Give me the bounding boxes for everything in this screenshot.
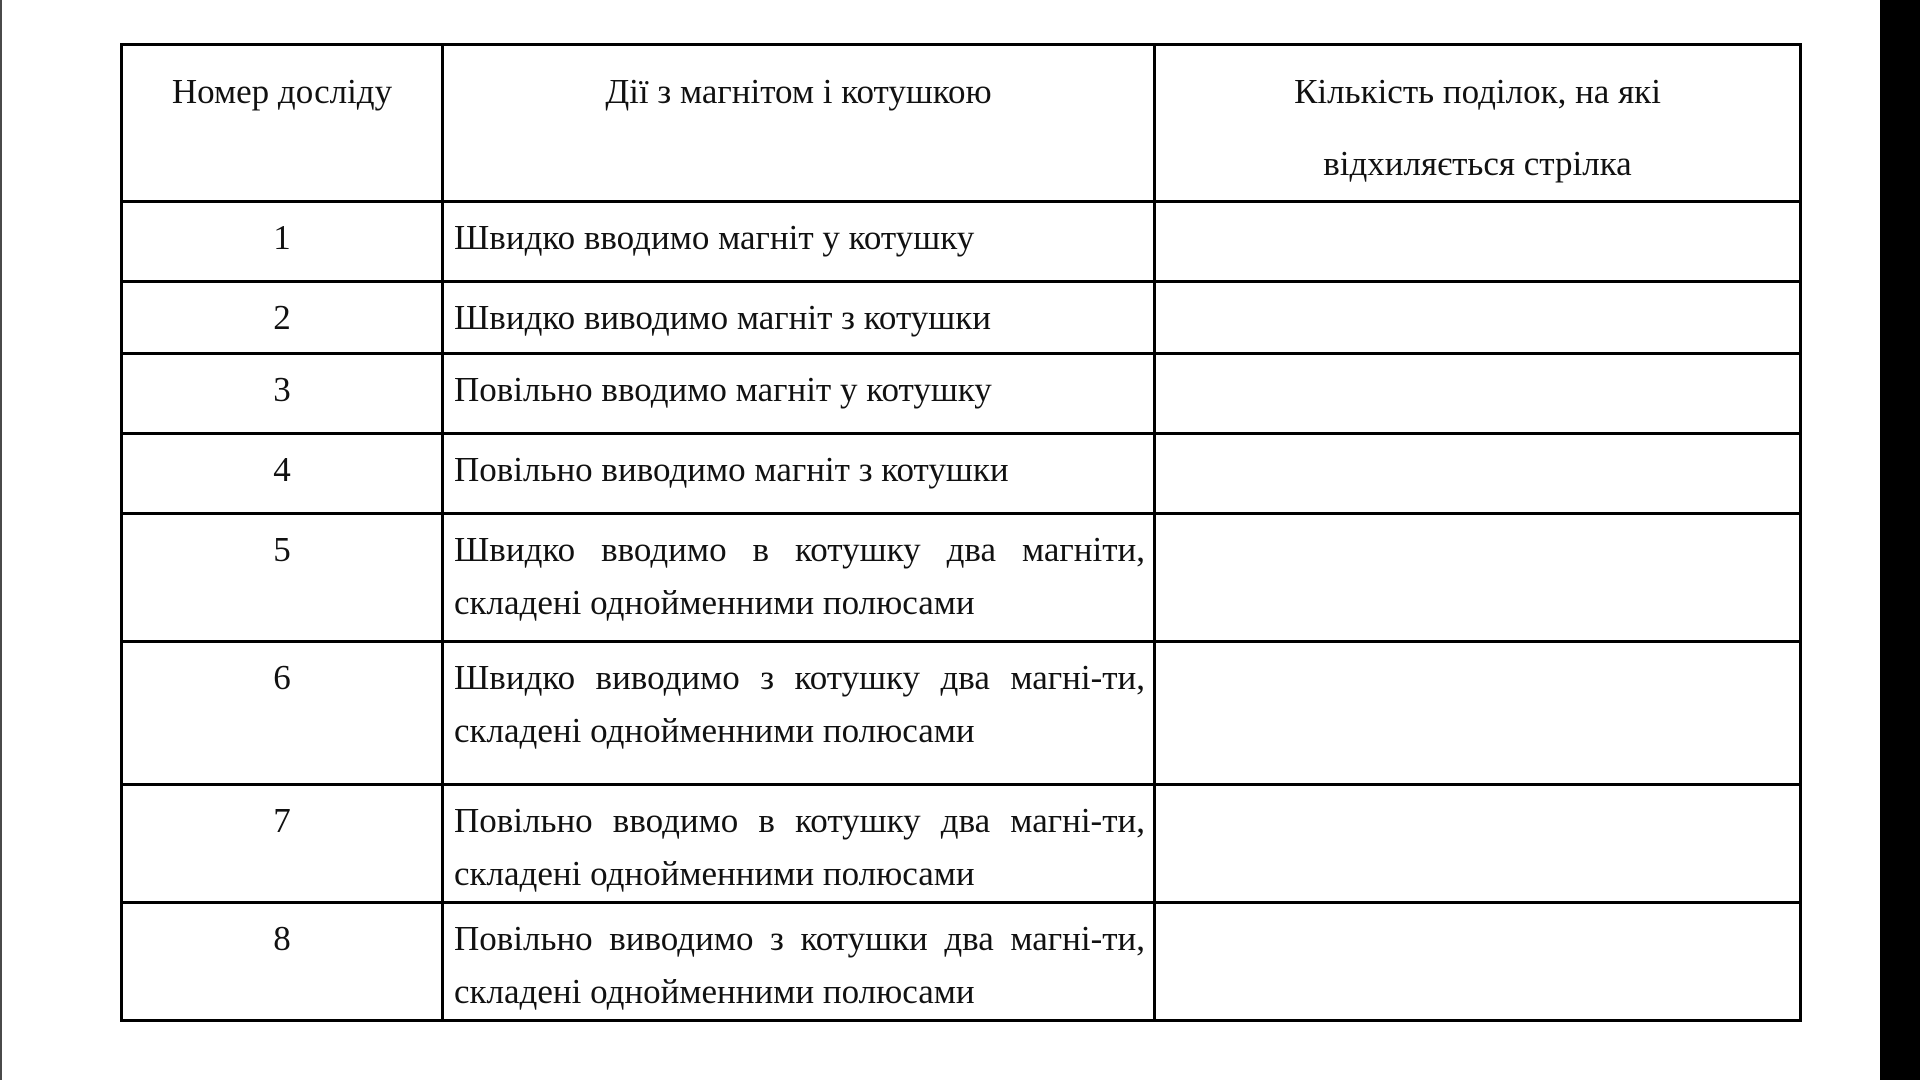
table-row [122, 282, 1801, 354]
divisions-cell [1155, 642, 1801, 785]
header-divisions-line2: відхиляється стрілка [1323, 144, 1632, 183]
divisions-cell [1155, 903, 1801, 1021]
action-cell: Швидко виводимо магніт з котушки [443, 282, 1155, 354]
table-row [122, 903, 1801, 1021]
table-row [122, 785, 1801, 903]
divisions-cell [1155, 282, 1801, 354]
experiment-table [120, 43, 1802, 1022]
divisions-cell [1155, 202, 1801, 282]
experiment-number-cell: 1 [122, 202, 443, 282]
divisions-cell [1155, 434, 1801, 514]
action-cell: Повільно вводимо в котушку два магні-ти, складені однойменними полюсами [443, 785, 1155, 903]
header-actions: Дії з магнітом і котушкою [443, 45, 1155, 202]
divisions-cell [1155, 354, 1801, 434]
experiment-number-cell: 4 [122, 434, 443, 514]
action-cell: Повільно виводимо з котушки два магні-ти, складені однойменними полюсами [443, 903, 1155, 1021]
experiment-number-cell: 6 [122, 642, 443, 785]
experiment-number-cell: 5 [122, 514, 443, 642]
action-cell: Швидко виводимо з котушку два магні-ти, складені однойменними полюсами [443, 642, 1155, 785]
table-header-row [122, 45, 1801, 202]
table-row [122, 514, 1801, 642]
divisions-cell [1155, 514, 1801, 642]
divisions-cell [1155, 785, 1801, 903]
action-cell: Швидко вводимо в котушку два магніти, складені однойменними полюсами [443, 514, 1155, 642]
experiment-number-cell: 8 [122, 903, 443, 1021]
header-divisions-line1: Кількість поділок, на які [1294, 72, 1661, 111]
action-cell: Повільно виводимо магніт з котушки [443, 434, 1155, 514]
right-black-bar [1880, 0, 1920, 1080]
table-row [122, 202, 1801, 282]
action-cell: Швидко вводимо магніт у котушку [443, 202, 1155, 282]
experiment-number-cell: 7 [122, 785, 443, 903]
header-divisions [1155, 45, 1801, 202]
table-row [122, 434, 1801, 514]
table-row [122, 354, 1801, 434]
table-row [122, 642, 1801, 785]
action-cell: Повільно вводимо магніт у котушку [443, 354, 1155, 434]
left-border-line [0, 0, 2, 1080]
experiment-number-cell: 2 [122, 282, 443, 354]
experiment-number-cell: 3 [122, 354, 443, 434]
header-experiment-number: Номер досліду [122, 45, 443, 202]
